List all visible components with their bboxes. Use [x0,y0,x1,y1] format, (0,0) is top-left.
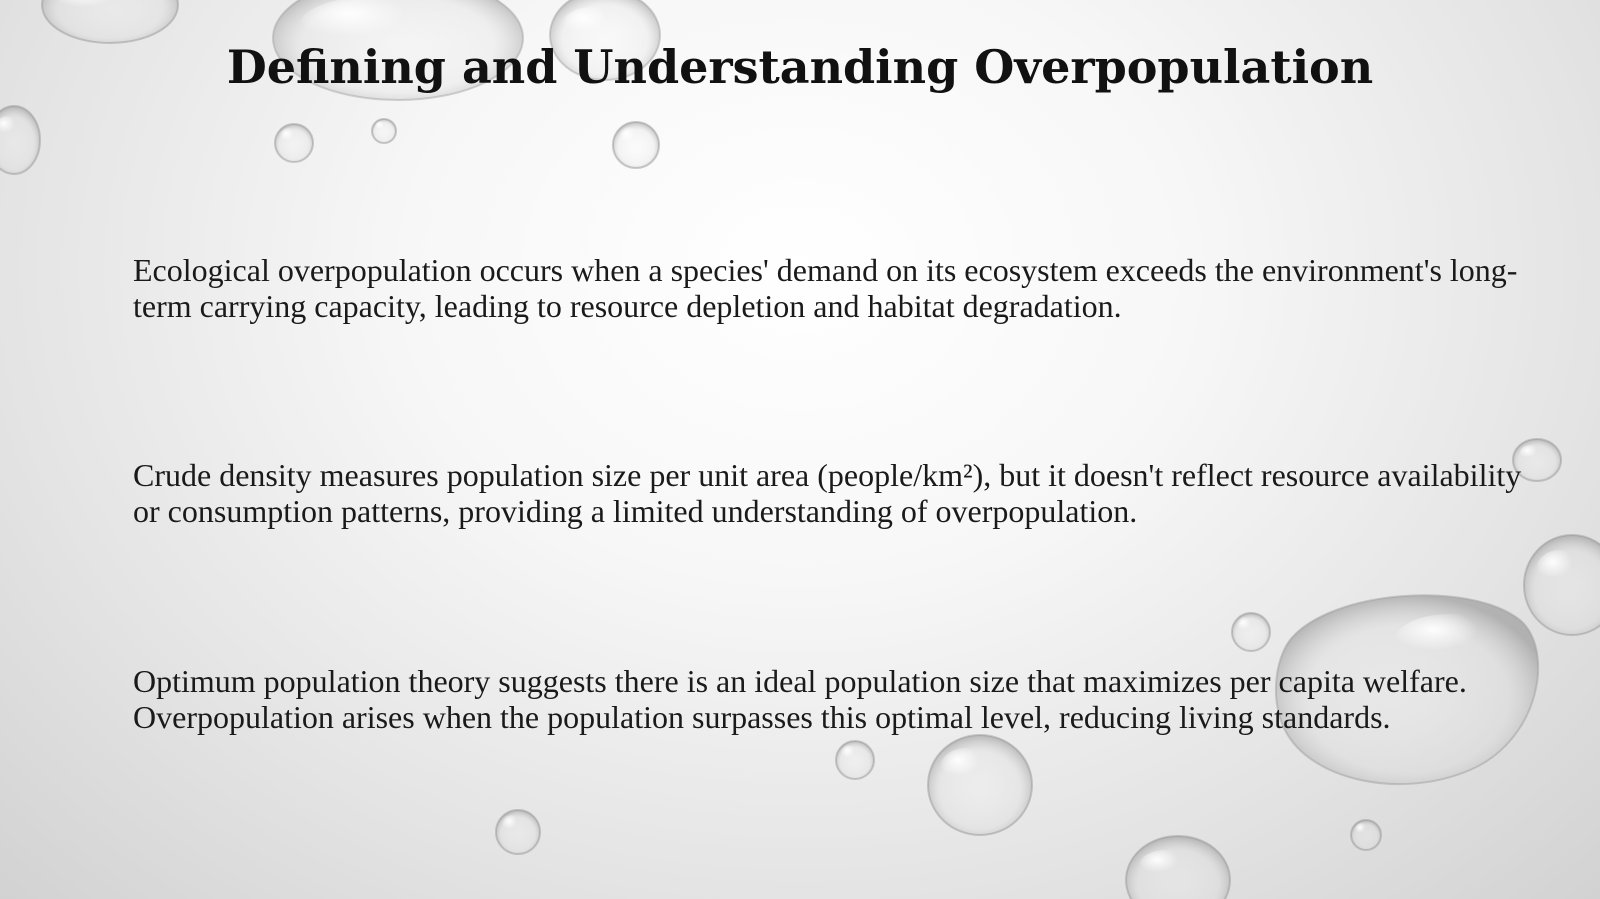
droplet [372,119,396,143]
droplet [1524,535,1600,635]
droplet [0,106,40,174]
droplet [613,122,659,168]
droplet [42,0,178,43]
paragraph-ecological-overpopulation: Ecological overpopulation occurs when a species' demand on its ecosystem exceeds the environment's long-term carrying capacity, leading to resource depletion and habitat degradation. [133,252,1518,324]
droplet [496,810,540,854]
paragraph-crude-density: Crude density measures population size per unit area (people/km²), but it doesn't reflect resource availability or consumption patterns, providing a limited understanding of overpopulation. [133,457,1522,529]
droplet [1351,820,1381,850]
slide-title: Defining and Understanding Overpopulation [226,40,1374,94]
droplet [928,735,1032,835]
droplet [1232,613,1270,651]
droplet [836,741,874,779]
droplet [1126,836,1230,899]
paragraph-optimum-population: Optimum population theory suggests there is an ideal population size that maximizes per capita welfare. Overpopulation arises when the population surpasses this optimal level, reducing living standards. [133,663,1467,735]
droplet [275,124,313,162]
